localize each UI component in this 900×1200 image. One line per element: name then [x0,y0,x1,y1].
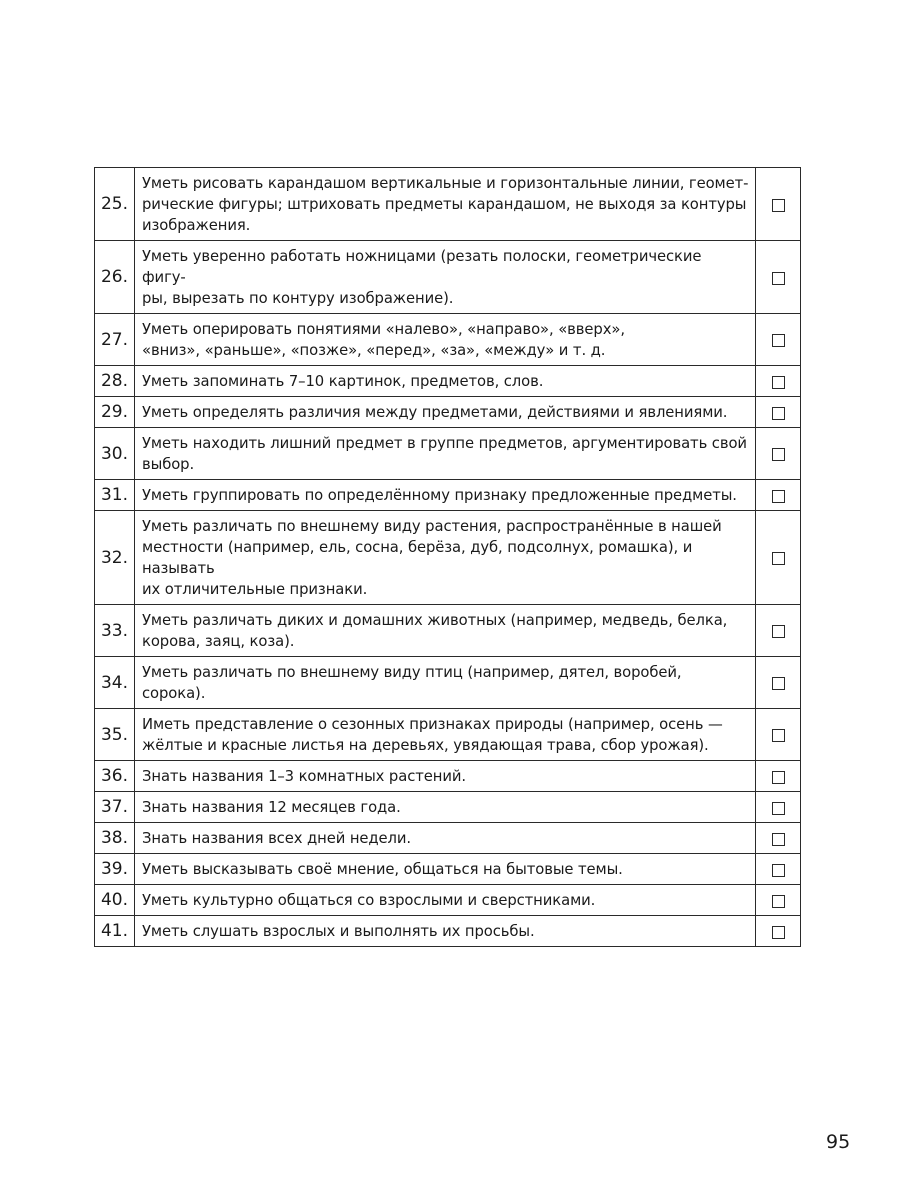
item-text-line: Уметь рисовать карандашом вертикальные и горизонтальные линии, геомет- [142,175,749,192]
item-text [135,428,756,480]
item-checkbox[interactable] [772,448,785,461]
checklist-row [95,885,801,916]
item-text [135,792,756,823]
checkbox-cell [756,397,801,428]
item-number: 28. [95,366,135,397]
item-text-line: жёлтые и красные листья на деревьях, увядающая трава, сбор урожая). [142,737,709,754]
item-number: 29. [95,397,135,428]
item-number: 32. [95,511,135,605]
item-text-line: Уметь находить лишний предмет в группе предметов, аргументировать свой [142,435,747,452]
checklist-body [95,168,801,947]
item-checkbox[interactable] [772,926,785,939]
checklist-row [95,709,801,761]
item-number: 37. [95,792,135,823]
item-number: 41. [95,916,135,947]
item-checkbox[interactable] [772,272,785,285]
item-text-line: Знать названия всех дней недели. [142,830,412,847]
item-checkbox[interactable] [772,864,785,877]
item-text-line: выбор. [142,456,195,473]
item-text [135,885,756,916]
checklist-row [95,854,801,885]
checklist-row [95,657,801,709]
checklist-row [95,397,801,428]
checklist-row [95,428,801,480]
checkbox-cell [756,480,801,511]
item-text-line: корова, заяц, коза). [142,633,295,650]
item-text-line: Уметь оперировать понятиями «налево», «направо», «вверх», [142,321,625,338]
item-number: 39. [95,854,135,885]
checkbox-cell [756,511,801,605]
checklist-row [95,792,801,823]
checklist-row [95,241,801,314]
checklist-row [95,823,801,854]
checkbox-cell [756,823,801,854]
checkbox-cell [756,241,801,314]
item-number: 31. [95,480,135,511]
item-checkbox[interactable] [772,729,785,742]
item-number: 34. [95,657,135,709]
item-text-line: Уметь запоминать 7–10 картинок, предметов, слов. [142,373,544,390]
item-number: 26. [95,241,135,314]
checklist-row [95,366,801,397]
checklist-row [95,168,801,241]
checklist-row [95,314,801,366]
item-text [135,366,756,397]
item-checkbox[interactable] [772,625,785,638]
item-number: 30. [95,428,135,480]
checklist-row [95,480,801,511]
item-checkbox[interactable] [772,677,785,690]
checkbox-cell [756,792,801,823]
item-text [135,823,756,854]
item-checkbox[interactable] [772,771,785,784]
checkbox-cell [756,314,801,366]
checkbox-cell [756,657,801,709]
item-text-line: Уметь различать по внешнему виду растения, распространённые в нашей [142,518,722,535]
item-text-line: изображения. [142,217,251,234]
checklist-row [95,916,801,947]
item-text [135,854,756,885]
skills-checklist-table [94,167,801,947]
checkbox-cell [756,854,801,885]
item-text-line: Уметь определять различия между предметами, действиями и явлениями. [142,404,728,421]
checklist-row [95,605,801,657]
item-text [135,480,756,511]
item-checkbox[interactable] [772,802,785,815]
item-text-line: Знать названия 12 месяцев года. [142,799,401,816]
checkbox-cell [756,761,801,792]
item-text [135,511,756,605]
checkbox-cell [756,428,801,480]
checkbox-cell [756,709,801,761]
item-number: 38. [95,823,135,854]
item-text-line: их отличительные признаки. [142,581,368,598]
item-text-line: «вниз», «раньше», «позже», «перед», «за», «между» и т. д. [142,342,606,359]
item-checkbox[interactable] [772,895,785,908]
item-text [135,709,756,761]
item-number: 36. [95,761,135,792]
item-text-line: Уметь группировать по определённому признаку предложенные предметы. [142,487,737,504]
item-text [135,168,756,241]
item-checkbox[interactable] [772,199,785,212]
item-text-line: Иметь представление о сезонных признаках природы (например, осень — [142,716,723,733]
checkbox-cell [756,168,801,241]
checkbox-cell [756,605,801,657]
item-text-line: местности (например, ель, сосна, берёза, дуб, подсолнух, ромашка), и называть [142,539,693,577]
item-checkbox[interactable] [772,552,785,565]
item-text [135,916,756,947]
item-checkbox[interactable] [772,490,785,503]
item-text-line: Уметь различать диких и домашних животных (например, медведь, белка, [142,612,728,629]
item-text [135,241,756,314]
item-number: 35. [95,709,135,761]
item-checkbox[interactable] [772,334,785,347]
item-number: 40. [95,885,135,916]
item-text-line: рические фигуры; штриховать предметы карандашом, не выходя за контуры [142,196,747,213]
item-checkbox[interactable] [772,376,785,389]
item-text-line: Уметь различать по внешнему виду птиц (например, дятел, воробей, сорока). [142,664,682,702]
item-text [135,761,756,792]
checkbox-cell [756,366,801,397]
item-number: 33. [95,605,135,657]
item-text [135,397,756,428]
checkbox-cell [756,885,801,916]
item-text [135,314,756,366]
item-text-line: Уметь высказывать своё мнение, общаться на бытовые темы. [142,861,623,878]
checklist-row [95,761,801,792]
item-text [135,657,756,709]
page-number: 95 [826,1131,851,1153]
checkbox-cell [756,916,801,947]
item-text-line: Уметь культурно общаться со взрослыми и сверстниками. [142,892,596,909]
item-text-line: Уметь слушать взрослых и выполнять их просьбы. [142,923,535,940]
item-text-line: Уметь уверенно работать ножницами (резать полоски, геометрические фигу- [142,248,702,286]
item-text-line: ры, вырезать по контуру изображение). [142,290,454,307]
item-number: 27. [95,314,135,366]
checklist-row [95,511,801,605]
item-number: 25. [95,168,135,241]
item-text [135,605,756,657]
item-checkbox[interactable] [772,407,785,420]
item-checkbox[interactable] [772,833,785,846]
item-text-line: Знать названия 1–3 комнатных растений. [142,768,466,785]
